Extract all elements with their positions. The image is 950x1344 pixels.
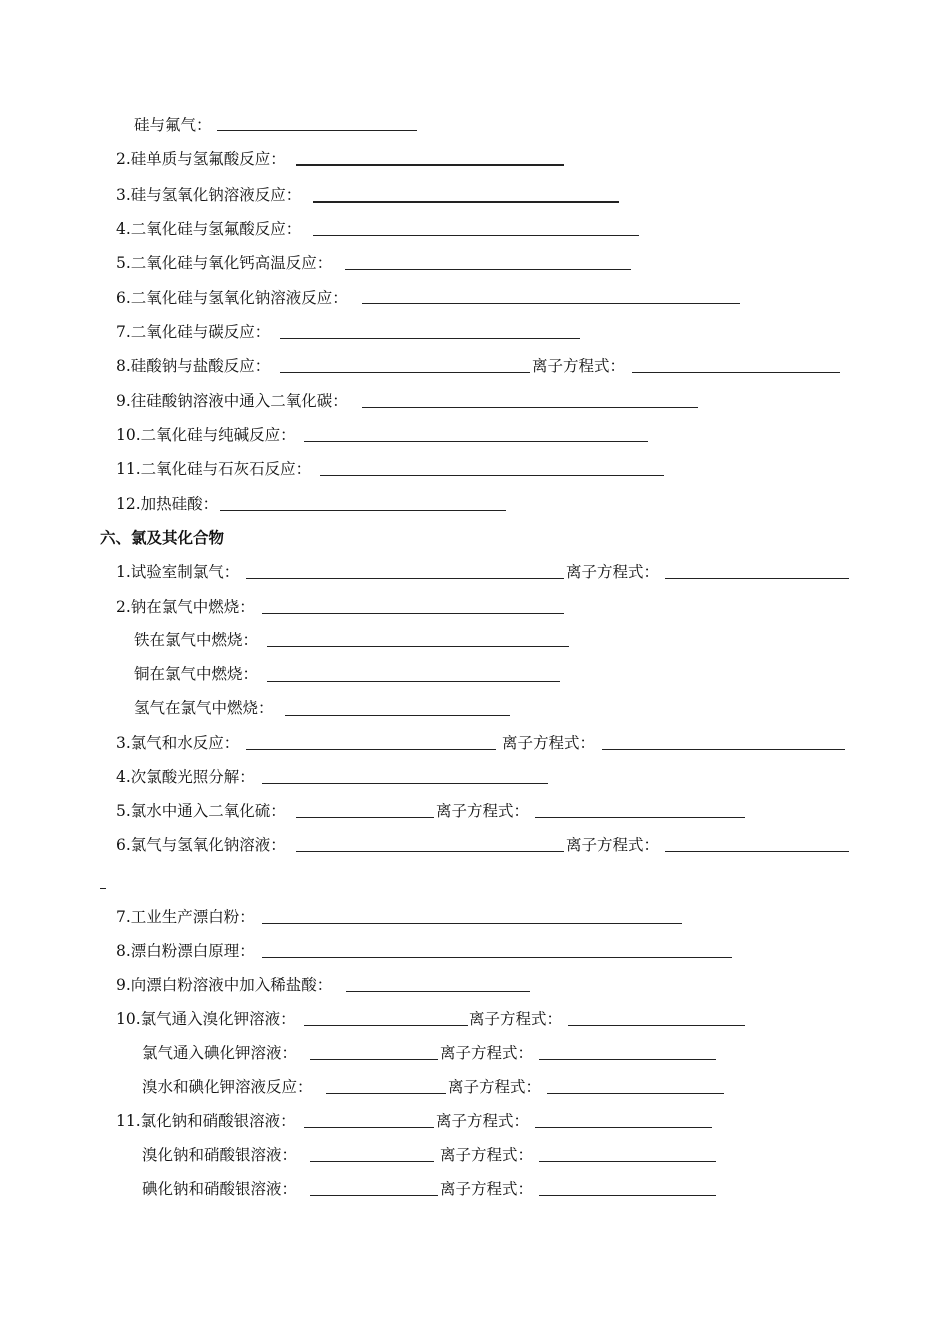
answer-blank[interactable] — [313, 235, 639, 236]
question-label: 12.加热硅酸： — [116, 495, 219, 513]
ionic-equation-label — [448, 1076, 541, 1098]
question-label: 8.漂白粉漂白原理： — [116, 942, 255, 960]
question-4 — [116, 218, 301, 240]
continuation-dash — [100, 888, 106, 889]
question-label: 铜在氯气中燃烧： — [134, 665, 259, 683]
answer-blank[interactable] — [310, 1161, 434, 1162]
question-label: 6.氯气与氢氧化钠溶液： — [116, 836, 286, 854]
question-label: 3.硅与氢氧化钠溶液反应： — [116, 186, 302, 204]
answer-blank[interactable] — [304, 1025, 468, 1026]
question-cl-4 — [116, 766, 255, 788]
ionic-equation-label — [436, 1110, 529, 1132]
question-label: 7.二氧化硅与碳反应： — [116, 323, 271, 341]
question-cl-11 — [116, 1110, 296, 1132]
question-cl-6 — [116, 834, 286, 856]
ionic-equation-label — [440, 1178, 533, 1200]
question-label: 11.二氧化硅与石灰石反应： — [116, 460, 312, 478]
question-si-f2 — [134, 114, 212, 136]
answer-blank[interactable] — [262, 783, 548, 784]
answer-blank[interactable] — [246, 749, 496, 750]
question-label: 溴水和碘化钾溶液反应： — [142, 1078, 313, 1096]
ionic-answer-blank[interactable] — [547, 1093, 724, 1094]
question-cl-2d — [134, 697, 274, 719]
answer-blank[interactable] — [304, 1127, 434, 1128]
answer-blank[interactable] — [320, 475, 664, 476]
ionic-equation-label — [566, 834, 659, 856]
ionic-label: 离子方程式： — [440, 1146, 534, 1164]
answer-blank[interactable] — [362, 407, 698, 408]
answer-blank[interactable] — [296, 164, 564, 166]
question-cl-5 — [116, 800, 286, 822]
ionic-answer-blank[interactable] — [568, 1025, 745, 1026]
section-heading — [100, 527, 224, 549]
question-cl-7 — [116, 906, 255, 928]
ionic-label: 离子方程式： — [566, 836, 660, 854]
question-label: 10.氯气通入溴化钾溶液： — [116, 1010, 296, 1028]
ionic-equation-label — [436, 800, 529, 822]
question-label: 5.二氧化硅与氧化钙高温反应： — [116, 254, 333, 272]
answer-blank[interactable] — [296, 851, 564, 852]
question-label: 5.氯水中通入二氧化硫： — [116, 802, 286, 820]
question-label: 氯气通入碘化钾溶液： — [142, 1044, 298, 1062]
question-cl-11c — [142, 1178, 297, 1200]
question-cl-8 — [116, 940, 255, 962]
ionic-equation-label — [440, 1042, 533, 1064]
question-cl-10 — [116, 1008, 296, 1030]
answer-blank[interactable] — [296, 817, 434, 818]
ionic-equation-label — [566, 561, 659, 583]
question-12 — [116, 493, 218, 515]
question-8 — [116, 355, 270, 377]
answer-blank[interactable] — [285, 715, 510, 716]
question-7 — [116, 321, 270, 343]
ionic-answer-blank[interactable] — [535, 817, 745, 818]
section-title: 六、氯及其化合物 — [100, 529, 225, 547]
answer-blank[interactable] — [262, 613, 564, 614]
answer-blank[interactable] — [262, 957, 732, 958]
ionic-answer-blank[interactable] — [539, 1059, 716, 1060]
question-cl-2c — [134, 663, 258, 685]
answer-blank[interactable] — [246, 578, 564, 579]
question-5 — [116, 252, 332, 274]
answer-blank[interactable] — [310, 1059, 438, 1060]
question-cl-3 — [116, 732, 239, 754]
answer-blank[interactable] — [267, 646, 569, 647]
question-label: 氢气在氯气中燃烧： — [134, 699, 274, 717]
ionic-label: 离子方程式： — [469, 1010, 563, 1028]
ionic-label: 离子方程式： — [440, 1180, 534, 1198]
answer-blank[interactable] — [280, 338, 580, 339]
ionic-equation-label — [440, 1144, 533, 1166]
question-label: 4.二氧化硅与氢氟酸反应： — [116, 220, 302, 238]
answer-blank[interactable] — [326, 1093, 446, 1094]
answer-blank[interactable] — [304, 441, 648, 442]
ionic-answer-blank[interactable] — [632, 372, 840, 373]
ionic-label: 离子方程式： — [532, 357, 626, 375]
question-3 — [116, 184, 301, 206]
question-label: 碘化钠和硝酸银溶液： — [142, 1180, 298, 1198]
question-9 — [116, 390, 348, 412]
ionic-answer-blank[interactable] — [665, 851, 849, 852]
answer-blank[interactable] — [313, 201, 619, 203]
question-10 — [116, 424, 296, 446]
ionic-label: 离子方程式： — [436, 1112, 530, 1130]
question-label: 1.试验室制氯气： — [116, 563, 240, 581]
ionic-answer-blank[interactable] — [539, 1161, 716, 1162]
question-label: 9.向漂白粉溶液中加入稀盐酸： — [116, 976, 333, 994]
ionic-answer-blank[interactable] — [535, 1127, 712, 1128]
question-label: 7.工业生产漂白粉： — [116, 908, 255, 926]
question-cl-11b — [142, 1144, 297, 1166]
answer-blank[interactable] — [217, 130, 417, 131]
ionic-equation-label — [532, 355, 625, 377]
question-6 — [116, 287, 348, 309]
answer-blank[interactable] — [262, 923, 682, 924]
question-cl-10c — [142, 1076, 313, 1098]
answer-blank[interactable] — [310, 1195, 438, 1196]
question-cl-1 — [116, 561, 239, 583]
answer-blank[interactable] — [362, 303, 740, 304]
question-label: 6.二氧化硅与氢氧化钠溶液反应： — [116, 289, 348, 307]
question-label: 铁在氯气中燃烧： — [134, 631, 259, 649]
ionic-label: 离子方程式： — [502, 734, 596, 752]
ionic-equation-label — [502, 732, 595, 754]
question-11 — [116, 458, 311, 480]
ionic-answer-blank[interactable] — [665, 578, 849, 579]
answer-blank[interactable] — [345, 269, 631, 270]
ionic-equation-label — [469, 1008, 562, 1030]
question-label: 4.次氯酸光照分解： — [116, 768, 255, 786]
question-label: 2.钠在氯气中燃烧： — [116, 598, 255, 616]
question-label: 8.硅酸钠与盐酸反应： — [116, 357, 271, 375]
ionic-label: 离子方程式： — [448, 1078, 542, 1096]
answer-blank[interactable] — [346, 991, 530, 992]
ionic-label: 离子方程式： — [566, 563, 660, 581]
question-label: 10.二氧化硅与纯碱反应： — [116, 426, 296, 444]
ionic-answer-blank[interactable] — [539, 1195, 716, 1196]
question-label: 11.氯化钠和硝酸银溶液： — [116, 1112, 296, 1130]
question-label: 2.硅单质与氢氟酸反应： — [116, 150, 286, 168]
question-label: 硅与氟气： — [134, 116, 212, 134]
question-label: 3.氯气和水反应： — [116, 734, 240, 752]
question-2 — [116, 148, 286, 170]
question-cl-10b — [142, 1042, 297, 1064]
answer-blank[interactable] — [280, 372, 530, 373]
ionic-answer-blank[interactable] — [602, 749, 845, 750]
ionic-label: 离子方程式： — [440, 1044, 534, 1062]
question-cl-2 — [116, 596, 255, 618]
answer-blank[interactable] — [267, 681, 560, 682]
question-cl-2b — [134, 629, 258, 651]
question-cl-9 — [116, 974, 332, 996]
ionic-label: 离子方程式： — [436, 802, 530, 820]
question-label: 9.往硅酸钠溶液中通入二氧化碳： — [116, 392, 348, 410]
question-label: 溴化钠和硝酸银溶液： — [142, 1146, 298, 1164]
answer-blank[interactable] — [220, 510, 506, 511]
